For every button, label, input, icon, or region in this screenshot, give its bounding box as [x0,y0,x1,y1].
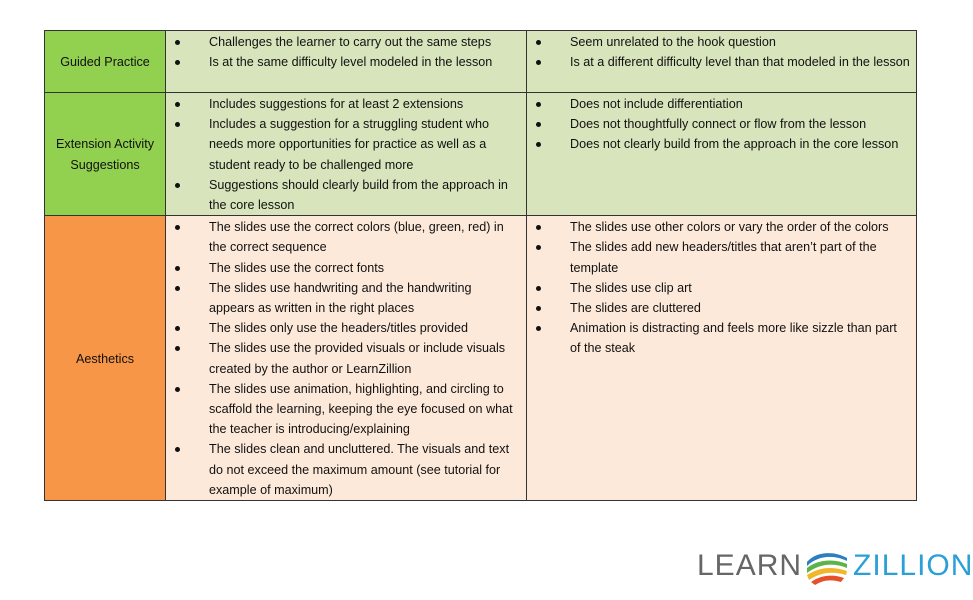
criteria-item: Includes suggestions for at least 2 extensions [166,94,526,114]
criteria-item: The slides clean and uncluttered. The visuals and text do not exceed the maximum amount (see tutorial for example of maximum) [166,439,526,500]
criteria-item: The slides use the correct fonts [166,258,526,278]
issue-item: Does not thoughtfully connect or flow from the lesson [527,114,916,134]
criteria-item: Includes a suggestion for a struggling student who needs more opportunities for practice as well as a student ready to be challenged more [166,114,526,175]
criteria-item: Is at the same difficulty level modeled in the lesson [166,52,526,72]
issue-item: Does not clearly build from the approach in the core lesson [527,134,916,154]
issues-cell [527,216,917,501]
issue-item: Is at a different difficulty level than that modeled in the lesson [527,52,916,72]
learnzillion-logo [697,540,973,592]
criteria-item: The slides only use the headers/titles provided [166,318,526,338]
issues-cell [527,93,917,216]
row-label: Extension Activity Suggestions [45,93,166,216]
issue-item: Animation is distracting and feels more like sizzle than part of the steak [527,318,916,358]
issue-item: Does not include differentiation [527,94,916,114]
row-guided-practice [45,31,917,93]
criteria-item: Challenges the learner to carry out the same steps [166,32,526,52]
criteria-item: The slides use the provided visuals or include visuals created by the author or LearnZillion [166,338,526,378]
criteria-item: Suggestions should clearly build from the approach in the core lesson [166,175,526,215]
criteria-cell [166,216,527,501]
logo-text-zillion: ZILLION [853,549,973,582]
row-extension-activity [45,93,917,216]
criteria-cell [166,31,527,93]
issues-cell [527,31,917,93]
issue-item: The slides use clip art [527,278,916,298]
swirl-logo-icon [803,542,851,590]
row-aesthetics [45,216,917,501]
criteria-item: The slides use handwriting and the handwriting appears as written in the right places [166,278,526,318]
logo-text-learn: LEARN [697,549,803,582]
criteria-cell [166,93,527,216]
criteria-item: The slides use animation, highlighting, and circling to scaffold the learning, keeping the eye focused on what the teacher is introducing/explaining [166,379,526,440]
criteria-item: The slides use the correct colors (blue, green, red) in the correct sequence [166,217,526,257]
row-label: Aesthetics [45,216,166,501]
row-label: Guided Practice [45,31,166,93]
issue-item: The slides are cluttered [527,298,916,318]
issue-item: Seem unrelated to the hook question [527,32,916,52]
issue-item: The slides add new headers/titles that aren’t part of the template [527,237,916,277]
rubric-table [44,30,917,501]
issue-item: The slides use other colors or vary the order of the colors [527,217,916,237]
